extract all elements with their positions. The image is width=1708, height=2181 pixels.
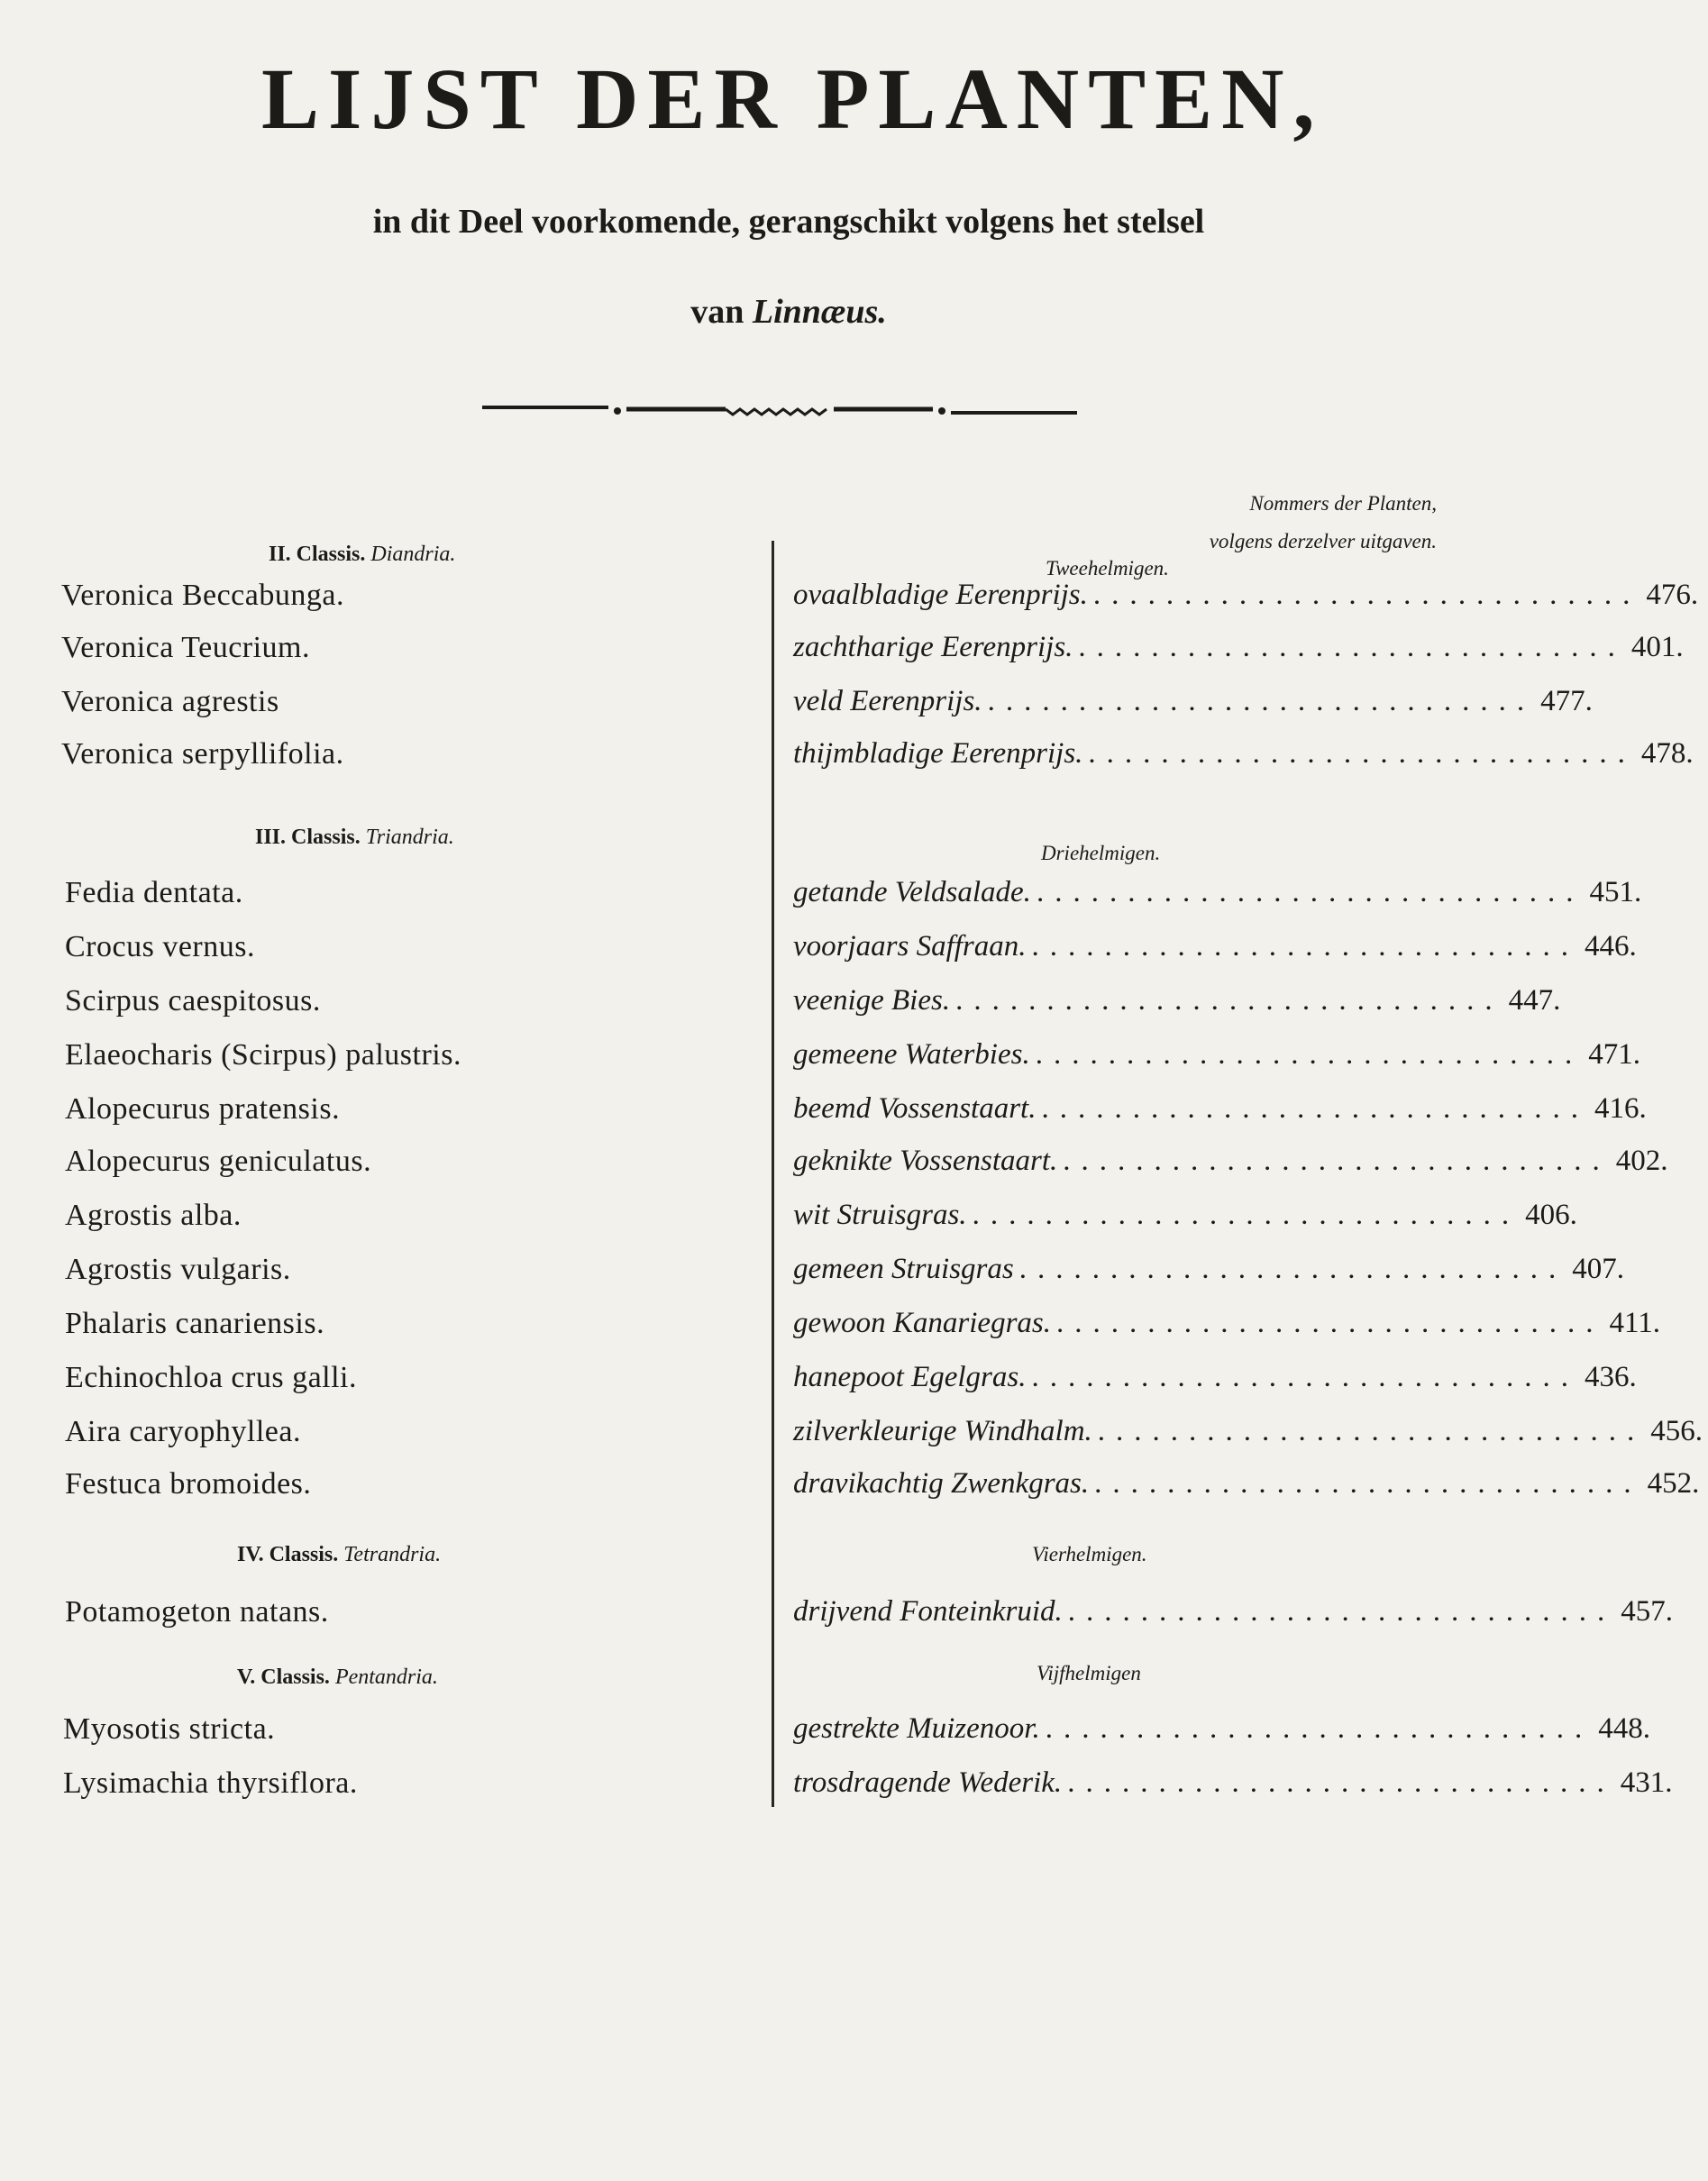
plant-number: 446. <box>1585 930 1637 963</box>
plant-number: 416. <box>1594 1092 1647 1125</box>
plant-number: 451. <box>1589 876 1642 908</box>
plant-number: 478. <box>1640 737 1694 770</box>
column-note-line2: volgens derzelver uitgaven. <box>1209 530 1437 552</box>
class-heading <box>237 1665 438 1690</box>
class-heading <box>237 1543 441 1567</box>
class-name: Pentandria. <box>334 1665 438 1689</box>
dutch-plant-name: gewoon Kanariegras. <box>793 1307 1052 1339</box>
dutch-plant-name: drijvend Fonteinkruid. <box>793 1595 1063 1628</box>
dutch-plant-name: veenige Bies. <box>793 984 951 1017</box>
dutch-plant-entry <box>793 1145 1668 1178</box>
latin-plant-name: Myosotis stricta. <box>63 1712 276 1746</box>
page-title: LIJST DER PLANTEN, <box>261 50 1324 147</box>
leader-dots: .............................. <box>1031 930 1580 963</box>
plant-number: 477. <box>1540 685 1593 717</box>
dutch-plant-entry <box>793 1712 1650 1746</box>
dutch-plant-name: beemd Vossenstaart. <box>793 1092 1037 1125</box>
plant-number: 476. <box>1646 579 1699 611</box>
ornamental-rule <box>482 398 1077 420</box>
plant-number: 452. <box>1647 1467 1700 1500</box>
dutch-group-heading: Vierhelmigen. <box>1032 1543 1147 1565</box>
dutch-plant-entry <box>793 1038 1640 1072</box>
class-label: IV. Classis. <box>237 1543 339 1566</box>
subtitle-line: in dit Deel voorkomende, gerangschikt volgens het stelsel <box>372 203 1205 241</box>
dutch-plant-name: veld Eerenprijs. <box>793 685 982 717</box>
dutch-plant-name: zilverkleurige Windhalm. <box>793 1415 1092 1447</box>
plant-number: 448. <box>1598 1712 1650 1745</box>
latin-plant-name: Agrostis vulgaris. <box>65 1253 291 1286</box>
leader-dots: .............................. <box>1045 1712 1594 1745</box>
class-name: Tetrandria. <box>343 1543 442 1566</box>
dutch-group-heading: Tweehelmigen. <box>1046 557 1169 579</box>
plant-number: 471. <box>1588 1038 1640 1071</box>
dutch-plant-entry <box>793 1307 1661 1340</box>
latin-plant-name: Veronica agrestis <box>61 685 279 718</box>
class-label: II. Classis. <box>269 543 366 566</box>
leader-dots: .............................. <box>1041 1092 1589 1125</box>
latin-plant-name: Veronica Beccabunga. <box>61 579 344 612</box>
leader-dots: .............................. <box>1018 1253 1567 1285</box>
dutch-plant-entry <box>793 631 1684 664</box>
leader-dots: .............................. <box>1063 1145 1611 1177</box>
latin-plant-name: Alopecurus geniculatus. <box>65 1145 372 1178</box>
dutch-plant-name: getande Veldsalade. <box>793 876 1031 908</box>
class-name: Diandria. <box>370 543 456 566</box>
dutch-plant-name: ovaalbladige Eerenprijs. <box>793 579 1088 611</box>
plant-number: 436. <box>1584 1361 1637 1393</box>
dutch-plant-entry <box>793 1199 1577 1232</box>
latin-plant-name: Crocus vernus. <box>65 930 255 963</box>
dutch-plant-name: gemeene Waterbies. <box>793 1038 1030 1071</box>
dutch-group-heading: Vijfhelmigen <box>1037 1662 1141 1684</box>
leader-dots: .............................. <box>972 1199 1521 1231</box>
subtitle-van: van <box>690 293 744 331</box>
latin-plant-name: Elaeocharis (Scirpus) palustris. <box>65 1038 461 1072</box>
class-label: V. Classis. <box>237 1665 330 1689</box>
class-heading <box>255 826 454 850</box>
dutch-plant-name: gestrekte Muizenoor. <box>793 1712 1040 1745</box>
dutch-plant-entry <box>793 1253 1624 1286</box>
dutch-plant-entry <box>793 1595 1674 1629</box>
latin-plant-name: Festuca bromoides. <box>65 1467 312 1501</box>
column-divider <box>772 541 774 1807</box>
leader-dots: .............................. <box>1067 1766 1615 1799</box>
subtitle-attribution <box>261 292 1316 332</box>
plant-number: 402. <box>1615 1145 1668 1177</box>
column-note-line1: Nommers der Planten, <box>1249 492 1437 515</box>
leader-dots: .............................. <box>955 984 1503 1017</box>
plant-number: 456. <box>1650 1415 1703 1447</box>
leader-dots: .............................. <box>1094 1467 1642 1500</box>
plant-number: 406. <box>1525 1199 1577 1231</box>
latin-plant-name: Phalaris canariensis. <box>65 1307 325 1340</box>
plant-number: 447. <box>1508 984 1561 1017</box>
plant-number: 431. <box>1620 1766 1673 1799</box>
column-note <box>1210 485 1437 561</box>
latin-plant-name: Scirpus caespitosus. <box>65 984 321 1017</box>
dutch-plant-entry <box>793 1092 1647 1126</box>
dutch-plant-entry <box>793 876 1642 909</box>
dutch-plant-name: dravikachtig Zwenkgras. <box>793 1467 1090 1500</box>
dutch-plant-name: thijmbladige Eerenprijs. <box>793 737 1083 770</box>
dutch-plant-entry <box>793 1415 1703 1448</box>
class-label: III. Classis. <box>255 826 361 849</box>
dutch-plant-entry <box>793 579 1699 612</box>
latin-plant-name: Echinochloa crus galli. <box>65 1361 358 1394</box>
latin-plant-name: Lysimachia thyrsiflora. <box>63 1766 358 1800</box>
latin-plant-name: Fedia dentata. <box>65 876 243 909</box>
leader-dots: .............................. <box>1067 1595 1616 1628</box>
dutch-plant-entry <box>793 1766 1673 1800</box>
leader-dots: .............................. <box>987 685 1536 717</box>
dutch-plant-entry <box>793 737 1694 771</box>
class-name: Triandria. <box>365 826 454 849</box>
dutch-plant-name: voorjaars Saffraan. <box>793 930 1027 963</box>
dutch-plant-entry <box>793 930 1637 963</box>
latin-plant-name: Veronica Teucrium. <box>61 631 311 664</box>
plant-number: 457. <box>1621 1595 1674 1628</box>
leader-dots: .............................. <box>1078 631 1626 663</box>
dutch-plant-name: wit Struisgras. <box>793 1199 967 1231</box>
plant-number: 411. <box>1609 1307 1661 1339</box>
dutch-plant-name: gemeen Struisgras <box>793 1253 1014 1285</box>
leader-dots: .............................. <box>1088 737 1636 770</box>
dutch-plant-entry <box>793 984 1561 1017</box>
dutch-plant-entry <box>793 685 1593 718</box>
plant-number: 407. <box>1572 1253 1624 1285</box>
latin-plant-name: Potamogeton natans. <box>65 1595 329 1629</box>
leader-dots: .............................. <box>1056 1307 1604 1339</box>
leader-dots: .............................. <box>1097 1415 1646 1447</box>
plant-number: 401. <box>1630 631 1684 663</box>
dutch-plant-name: trosdragende Wederik. <box>793 1766 1063 1799</box>
latin-plant-name: Aira caryophyllea. <box>65 1415 301 1448</box>
latin-plant-name: Agrostis alba. <box>65 1199 242 1232</box>
latin-plant-name: Alopecurus pratensis. <box>65 1092 341 1126</box>
class-heading <box>269 543 455 567</box>
dutch-plant-entry <box>793 1361 1637 1394</box>
dutch-plant-name: geknikte Vossenstaart. <box>793 1145 1058 1177</box>
dutch-plant-name: hanepoot Egelgras. <box>793 1361 1027 1393</box>
leader-dots: .............................. <box>1031 1361 1579 1393</box>
dutch-group-heading: Driehelmigen. <box>1041 842 1161 864</box>
dutch-plant-entry <box>793 1467 1700 1501</box>
dutch-plant-name: zachtharige Eerenprijs. <box>793 631 1073 663</box>
leader-dots: .............................. <box>1035 1038 1584 1071</box>
leader-dots: .............................. <box>1036 876 1585 908</box>
subtitle-linnaeus: Linnæus. <box>752 293 887 331</box>
latin-plant-name: Veronica serpyllifolia. <box>61 737 344 771</box>
leader-dots: .............................. <box>1092 579 1641 611</box>
